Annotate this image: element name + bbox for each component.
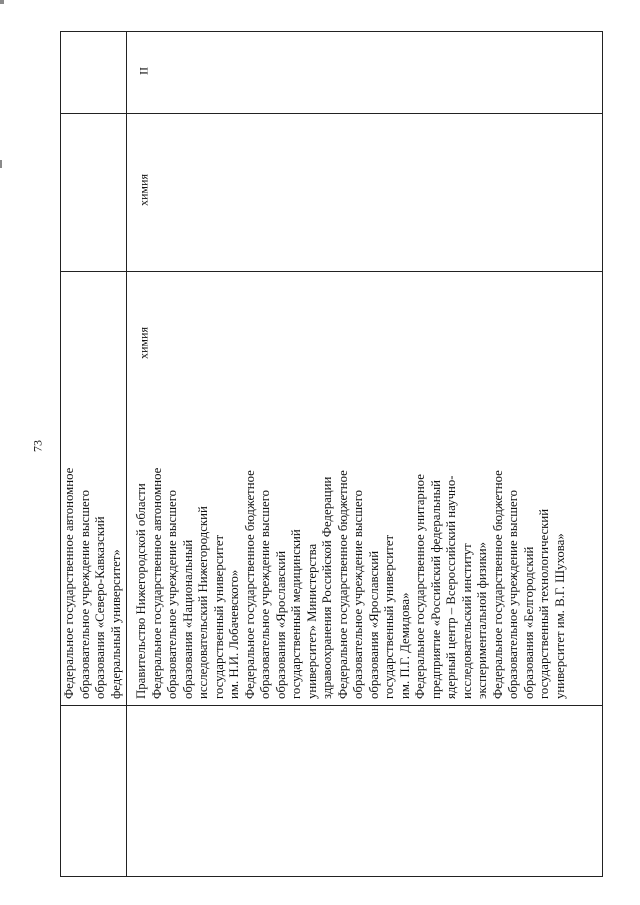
org-line: образовательное учреждение высшего — [77, 489, 92, 699]
org-line: им. Н.И. Лобачевского» — [227, 569, 241, 699]
scan-mark-left — [0, 160, 2, 168]
org-line: образования «Белгородский — [521, 546, 536, 699]
subject-cell: химия — [136, 327, 151, 359]
org-line: образовательное учреждение высшего — [506, 489, 520, 699]
level-cell: II — [136, 67, 151, 75]
org-line: образования «Национальный — [180, 539, 195, 699]
table-border-top — [60, 31, 603, 32]
table-rule-subject — [60, 271, 603, 272]
org-line: федеральный университет» — [108, 549, 123, 699]
org-line: государственный медицинский — [289, 529, 303, 699]
org-line: университет им. В.Г. Шухова» — [552, 533, 567, 699]
page-number: 73 — [30, 440, 45, 452]
table-rule-row-split — [126, 31, 127, 877]
org-line: предприятие «Российский федеральный — [428, 479, 443, 699]
main-organization-cell — [134, 437, 568, 699]
org-line: экспериментальной физики» — [475, 541, 489, 699]
org-line: государственный университет — [382, 534, 396, 699]
org-line: образовательное учреждение высшего — [351, 489, 365, 699]
top-organization-cell — [62, 313, 124, 699]
table-border-left — [60, 31, 61, 877]
org-line: Федеральное государственное бюджетное — [335, 470, 350, 699]
org-line: государственный университет — [211, 534, 226, 699]
org-line: исследовательский Нижегородский — [196, 506, 210, 699]
table-border-right — [602, 31, 603, 877]
org-line: государственный технологический — [537, 508, 551, 699]
org-line: Федеральное государственное бюджетное — [490, 470, 505, 699]
org-line: здравоохранения Российской Федерации — [320, 476, 334, 699]
scan-mark-top — [0, 0, 4, 4]
org-line: Правительство Нижегородской области — [134, 483, 148, 699]
org-line: образовательное учреждение высшего — [258, 489, 272, 699]
org-line: образования «Ярославский — [366, 550, 381, 699]
org-line: Федеральное государственное автономное — [62, 467, 76, 699]
org-line: ядерный центр – Всероссийский научно- — [444, 475, 458, 699]
org-line: образования «Ярославский — [273, 550, 288, 699]
org-line: им. П.Г. Демидова» — [397, 592, 412, 699]
table-rule-profile — [60, 113, 603, 114]
table-rule-org-left — [60, 705, 603, 706]
org-line: образовательное учреждение высшего — [165, 489, 179, 699]
org-line: образования «Северо-Кавказский — [93, 516, 107, 699]
org-line: Федеральное государственное автономное — [149, 467, 164, 699]
org-line: Федеральное государственное унитарное — [413, 474, 427, 699]
org-line: исследовательский институт — [459, 543, 474, 699]
org-line: Федеральное государственное бюджетное — [242, 470, 257, 699]
table-border-bottom — [60, 876, 603, 877]
profile-cell: химия — [136, 174, 151, 206]
org-line: университет» Министерства — [304, 543, 319, 699]
